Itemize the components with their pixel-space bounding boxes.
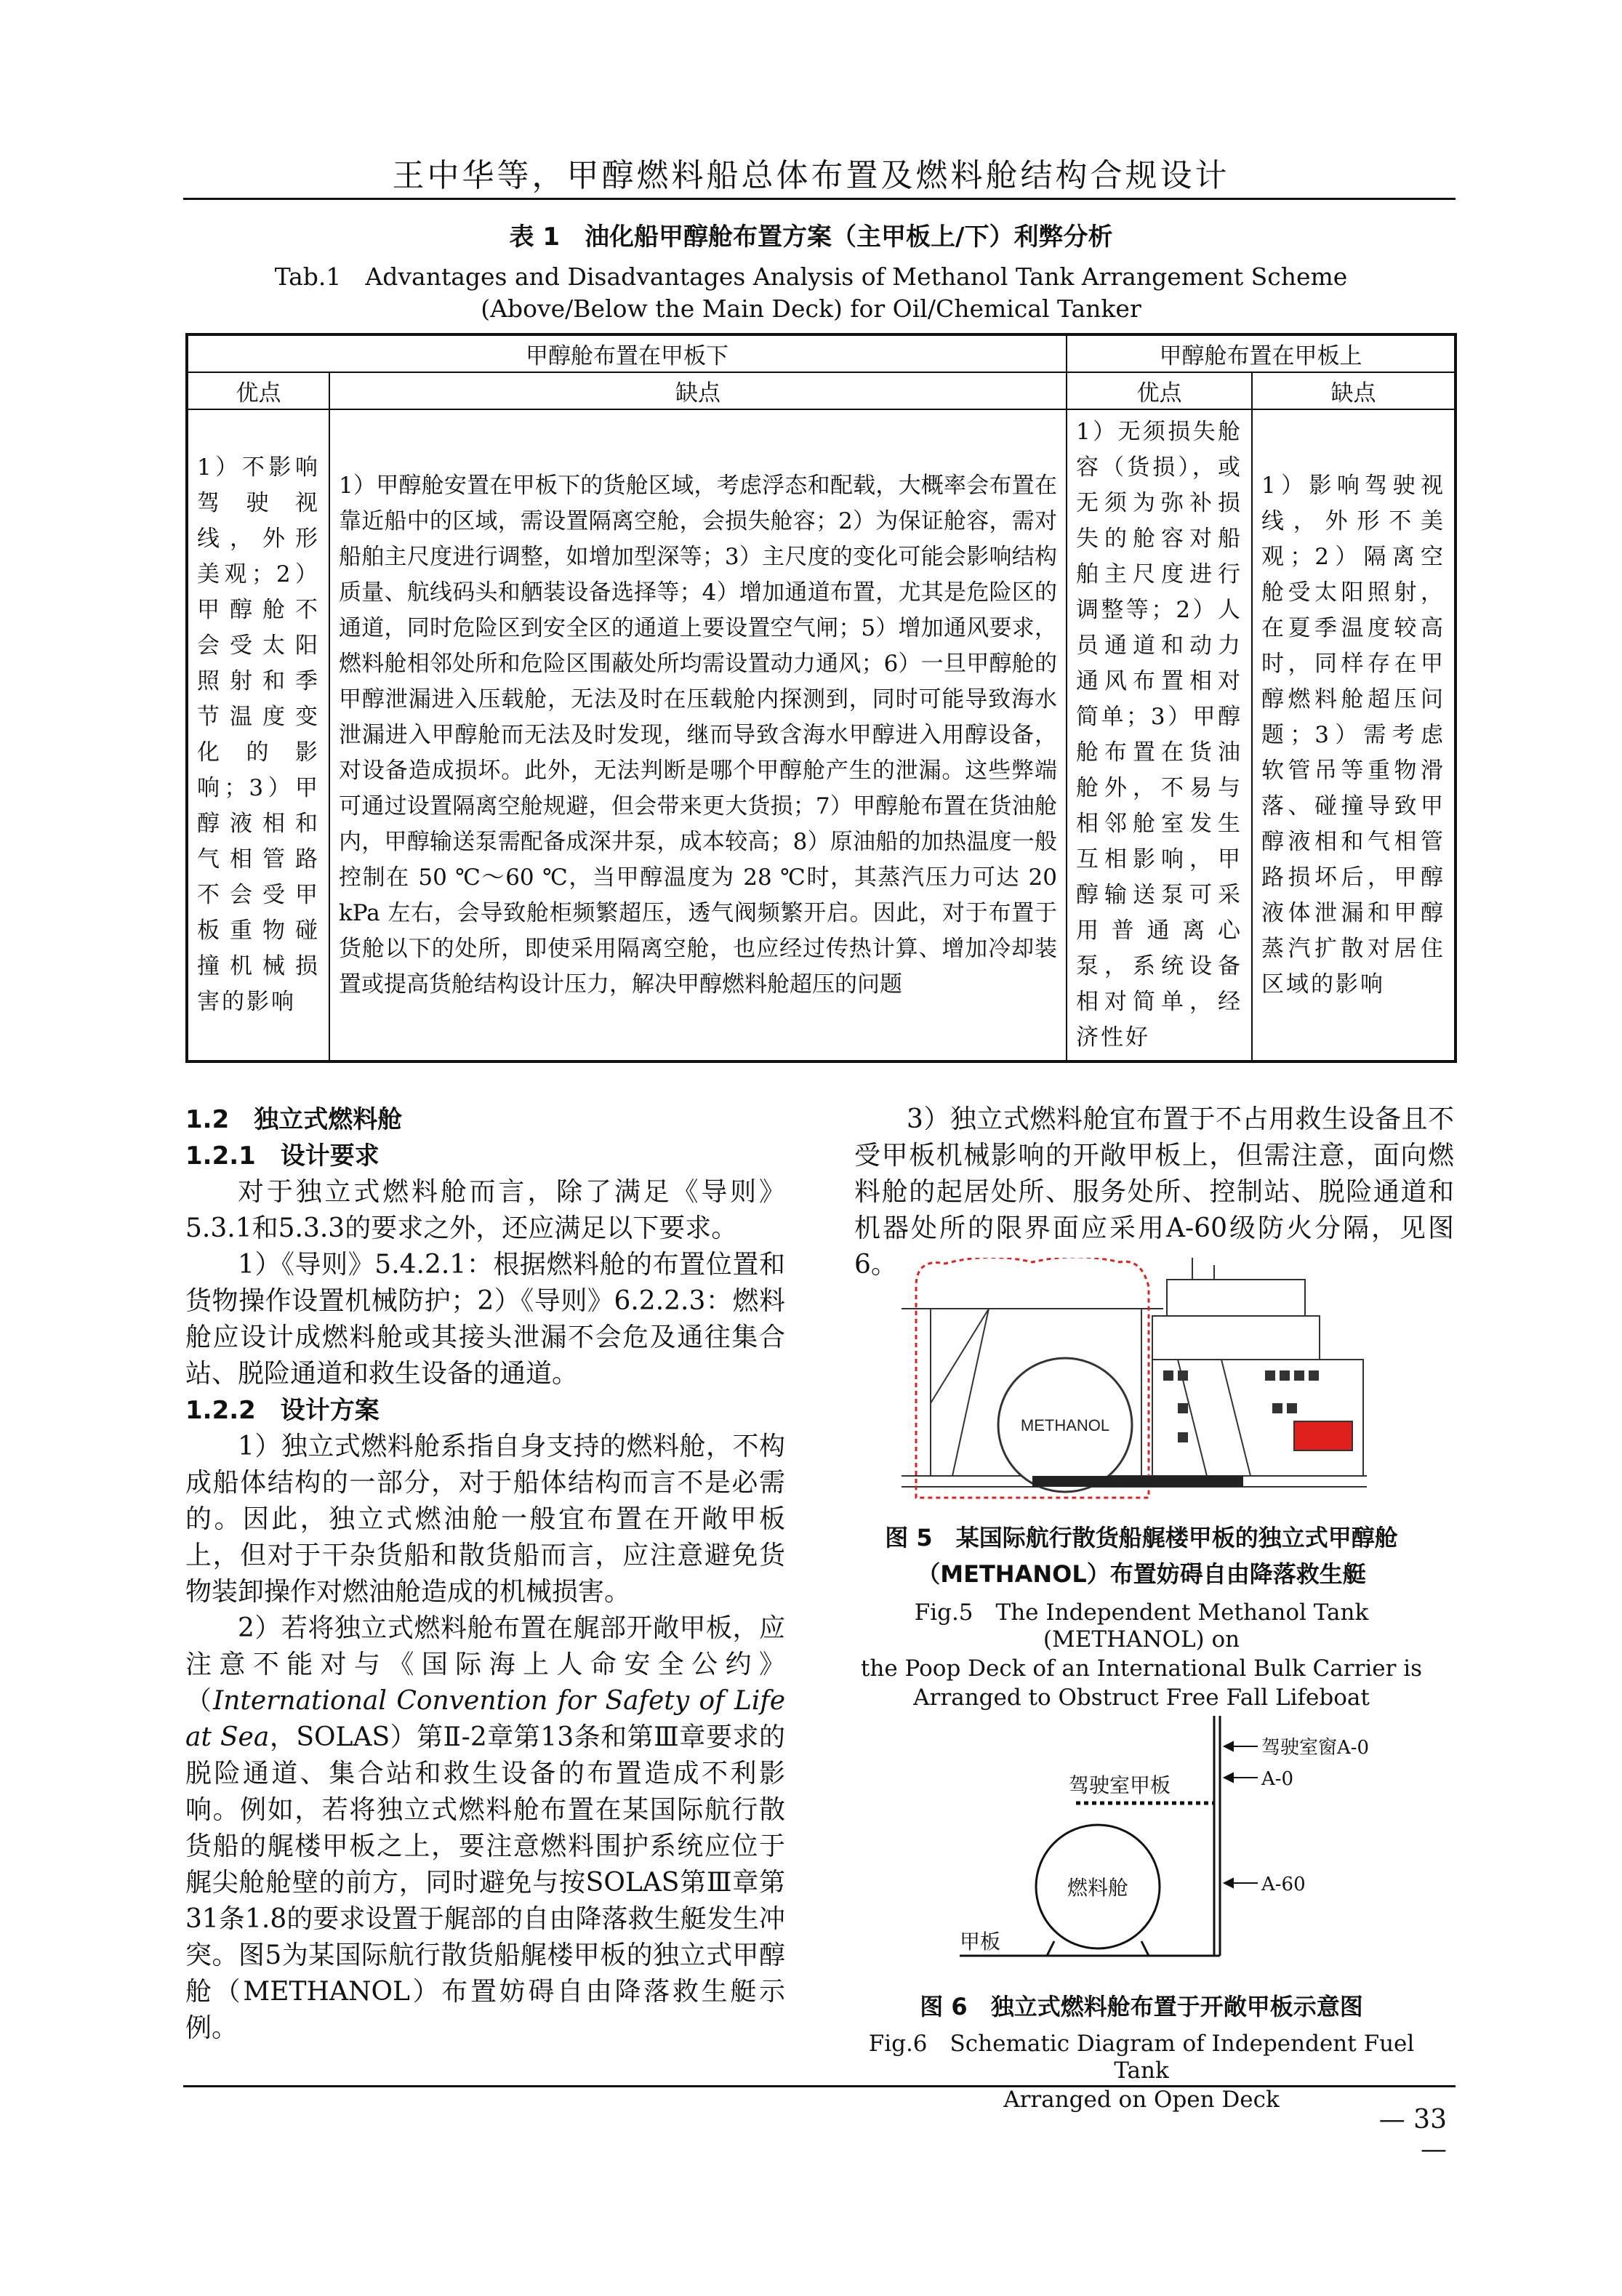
running-title: 王中华等，甲醇燃料船总体布置及燃料舱结构合规设计 [392,157,1230,194]
cell-above-pros: 1）无须损失舱容（货损），或无须为弥补损失的舱容对船舶主尺度进行调整等；2）人员通道和动力通风布置相对简单；3）甲醇舱布置在货油舱外，不易与相邻舱室发生互相影响，甲醇输送泵可采用普通离心泵，系统设备相对简单，经济性好 [1067,409,1252,1061]
figure-5-drawing [902,1258,1367,1512]
header-below-deck: 甲醇舱布置在甲板下 [187,334,1067,372]
header-pros-below: 优点 [187,372,329,409]
header-above-deck: 甲醇舱布置在甲板上 [1067,334,1456,372]
table-caption-zh: 表 1 油化船甲醇舱布置方案（主甲板上/下）利弊分析 [509,222,1113,252]
fig5-caption-zh-2: （METHANOL）布置妨碍自由降落救生艇 [917,1560,1366,1588]
bulwark-strip [1032,1476,1243,1487]
header-pros-above: 优点 [1067,372,1252,409]
fig5-caption-en-2: the Poop Deck of an International Bulk Carrier is [860,1655,1423,1682]
fig6-caption-en-1: Fig.6 Schematic Diagram of Independent Fuel Tank [868,2031,1415,2084]
header-cons-above: 缺点 [1252,372,1456,409]
header-cons-below: 缺点 [329,372,1067,409]
lifeboat-icon [1294,1421,1352,1450]
header-rule [183,198,1456,200]
text-run: ，SOLAS）第Ⅱ-2章第13条和第Ⅲ章要求的脱险通道、集合站和救生设备的布置造成不利影响。例如，若将独立式燃料舱布置在某国际航行散货船的艉楼甲板之上，要注意燃料围护系统应位于艉尖舱舱壁的前方，同时避免与按SOLAS第Ⅲ章第31条1.8的要求设置于艉部的自由降落救生艇发生冲突。图5为某国际航行散货船艉楼甲板的独立式甲醇舱（METHANOL）布置妨碍自由降落救生艇示例。 [185,1722,785,2043]
right-column [854,1101,1454,1283]
tank-arrangement-table [185,333,1457,1063]
fig6-caption-zh: 图 6 独立式燃料舱布置于开敞甲板示意图 [920,1993,1363,2020]
cell-below-cons: 1）甲醇舱安置在甲板下的货舱区域，考虑浮态和配载，大概率会布置在靠近船中的区域，需设置隔离空舱，会损失舱容；2）为保证舱容，需对船舶主尺度进行调整，如增加型深等；3）主尺度的变化可能会影响结构质量、航线码头和舾装设备选择等；4）增加通道布置，尤其是危险区的通道，同时危险区到安全区的通道上要设置空气闸；5）增加通风要求，燃料舱相邻处所和危险区围蔽处所均需设置动力通风；6）一旦甲醇舱的甲醇泄漏进入压载舱，无法及时在压载舱内探测到，同时可能导致海水泄漏进入甲醇舱而无法及时发现，继而导致含海水甲醇进入用醇设备，对设备造成损坏。此外，无法判断是哪个甲醇舱产生的泄漏。这些弊端可通过设置隔离空舱规避，但会带来更大货损；7）甲醇舱布置在货油舱内，甲醇输送泵需配备成深井泵，成本较高；8）原油船的加热温度一般控制在 50 ℃～60 ℃，当甲醇温度为 28 ℃时，其蒸汽压力可达 20 kPa 左右，会导致舱柜频繁超压，透气阀频繁开启。因此，对于布置于货舱以下的处所，即使采用隔离空舱，也应经过传热计算、增加冷却装置或提高货舱结构设计压力，解决甲醇燃料舱超压的问题 [329,409,1067,1061]
paragraph: 3）独立式燃料舱宜布置于不占用救生设备且不受甲板机械影响的开敞甲板上，但需注意，面向燃料舱的起居处所、服务处所、控制站、脱险通道和机器处所的限界面应采用A-60级防火分隔，见图6。 [854,1104,1454,1280]
fig6-caption-en-2: Arranged on Open Deck [1003,2087,1280,2113]
methanol-tank-label: METHANOL [1020,1416,1110,1434]
cell-below-pros: 1）不影响驾驶视线，外形美观；2）甲醇舱不会受太阳照射和季节温度变化的影响；3）甲醇液相和气相管路不会受甲板重物碰撞机械损害的影响 [187,409,329,1061]
label-a60: A-60 [1261,1874,1306,1895]
paragraph: 1）独立式燃料舱系指自身支持的燃料舱，不构成船体结构的一部分，对于船体结构而言不是必需的。因此，独立式燃油舱一般宜布置在开敞甲板上，但对于干杂货船和散货船而言，应注意避免货物装卸操作对燃油舱造成的机械损害。 [185,1432,785,1607]
convention-name: International Convention for Safety of Life at Sea [185,1686,785,1752]
lifeboat-davit-structure [902,1309,1367,1487]
figure-5-caption [843,1520,1440,1711]
label-deck: 甲板 [960,1930,1001,1954]
fig5-caption-zh-1: 图 5 某国际航行散货船艉楼甲板的独立式甲醇舱 [885,1524,1398,1552]
section-heading-1-2-1: 1.2.1 设计要求 [185,1141,380,1171]
paragraph: 1）《导则》5.4.2.1：根据燃料舱的布置位置和货物操作设置机械防护；2）《导则》6.2.2.3：燃料舱应设计成燃料舱或其接头泄漏不会危及通往集合站、脱险通道和救生设备的通道。 [185,1250,785,1389]
fig5-caption-en-1: Fig.5 The Independent Methanol Tank (METHANOL) on [914,1599,1369,1653]
left-column [185,1101,785,2047]
paragraph [185,1610,785,2047]
label-bridge-deck: 驾驶室甲板 [1069,1773,1171,1797]
figure-6-caption [843,1988,1440,2113]
arrow-icon [1224,1742,1258,1887]
table-caption-en-line1: Tab.1 Advantages and Disadvantages Analysis of Methanol Tank Arrangement Scheme [274,262,1348,291]
section-heading-1-2: 1.2 独立式燃料舱 [185,1105,403,1134]
label-a0: A-0 [1261,1768,1294,1790]
bulkhead [1214,1716,1220,1956]
cell-above-cons: 1）影响驾驶视线，外形不美观；2）隔离空舱受太阳照射，在夏季温度较高时，同样存在甲醇燃料舱超压问题；3）需考虑软管吊等重物滑落、碰撞导致甲醇液相和气相管路损坏后，甲醇液体泄漏和甲醇蒸汽扩散对居住区域的影响 [1252,409,1456,1061]
paragraph: 对于独立式燃料舱而言，除了满足《导则》5.3.1和5.3.3的要求之外，还应满足以下要求。 [185,1177,785,1243]
section-heading-1-2-2: 1.2.2 设计方案 [185,1396,380,1425]
label-window-a0: 驾驶室窗A-0 [1261,1737,1370,1759]
label-fuel-tank: 燃料舱 [1067,1876,1129,1900]
fig5-caption-en-3: Arranged to Obstruct Free Fall Lifeboat [913,1685,1370,1711]
page-number: — 33 — [1378,2105,1447,2164]
figure-6-drawing [945,1701,1396,1985]
footer-rule [183,2085,1456,2087]
table-caption-en-line2: (Above/Below the Main Deck) for Oil/Chemical Tanker [481,294,1141,323]
text-run: 2）若将独立式燃料舱布置在艉部开敞甲板，应注意不能对与《国际海上人命安全公约》（ [185,1613,785,1716]
